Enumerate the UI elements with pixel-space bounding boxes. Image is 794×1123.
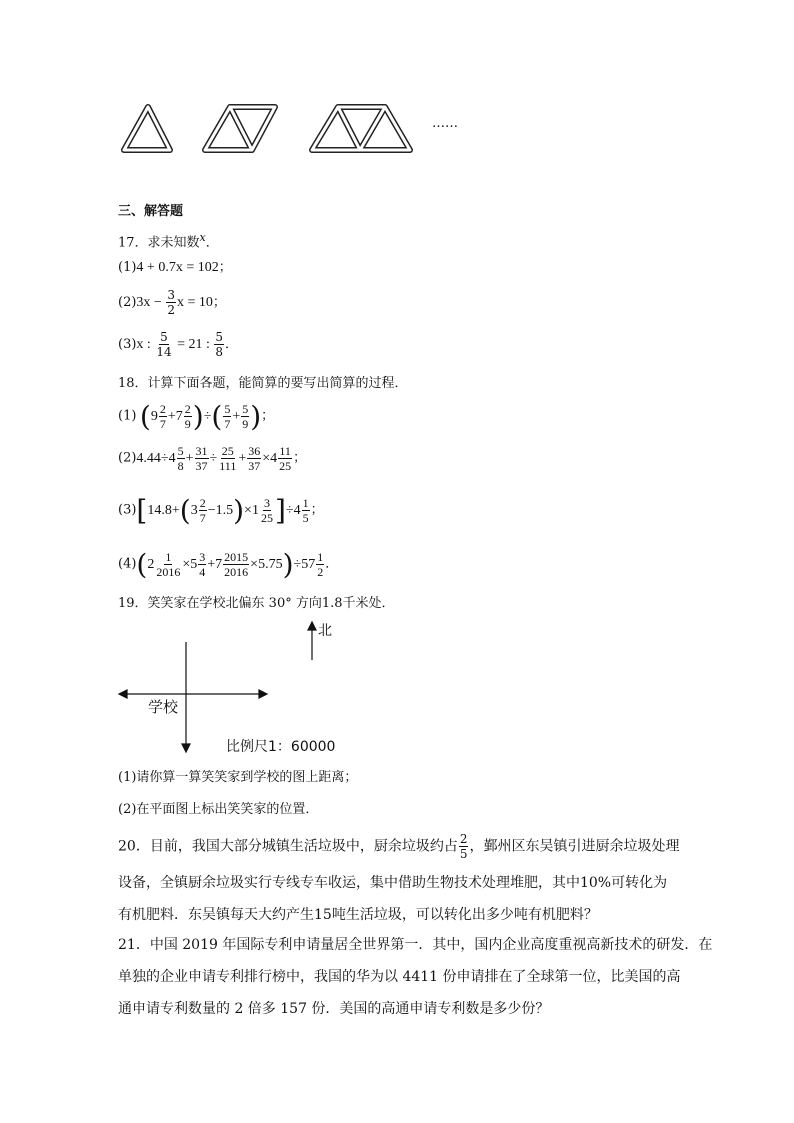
- q18-part3: (3)[14.8+(3 $\frac{2}{7}$ −1.5)×1 $\frac{3}{25}$ ]÷4 $\frac{1}{5}$ ；: [118, 493, 324, 527]
- q17-title: 17．求未知数$^x$．: [118, 231, 219, 251]
- q18-part2: (2)4.44÷4 $\frac{5}{8}$ + $\frac{31}{37}$ ÷ $\frac{25}{111}$ + $\frac{36}{37}$ ×4 $\frac{11}{25}$ ；: [118, 444, 307, 473]
- q17-part3: (3)x : $\frac{5}{14}$ = 21 : $\frac{5}{8}$ ．: [118, 330, 239, 359]
- triangle-1: [124, 107, 170, 150]
- q17-part2: (2)3x − $\frac{3}{2}$ x = 10；: [118, 288, 226, 317]
- q20-line1: 20．目前，我国大部分城镇生活垃圾中，厨余垃圾约占 $\frac{2}{5}$ ，鄞州区东吴镇引进厨余垃圾处理: [118, 832, 680, 861]
- q21-line1: 21．中国 2019 年国际专利申请量居全世界第一．其中，国内企业高度重视高新技术的研发．在: [118, 937, 713, 953]
- section-title: 三、解答题: [118, 204, 184, 219]
- q18-part4: (4)(2 $\frac{1}{2016}$ ×5 $\frac{3}{4}$ +7 $\frac{2015}{2016}$ ×5.75)÷57 $\frac{1}{2}$ ．: [118, 547, 339, 581]
- q18-title: 18．计算下面各题，能简算的要写出简算的过程．: [118, 376, 408, 391]
- school-label: 学校: [148, 698, 179, 716]
- q21-line3: 通申请专利数量的 2 倍多 157 份．美国的高通申请专利数是多少份？: [118, 1001, 550, 1017]
- q20-line3: 有机肥料．东吴镇每天大约产生15吨生活垃圾，可以转化出多少吨有机肥料？: [118, 907, 598, 923]
- q21-line2: 单独的企业申请专利排行榜中，我国的华为以 4411 份申请排在了全球第一位，比美国的高: [118, 969, 681, 985]
- matchstick-triangles-figure: [110, 95, 440, 165]
- q20-line2: 设备，全镇厨余垃圾实行专线专车收运，集中借助生物技术处理堆肥，其中10%可转化为: [118, 875, 668, 891]
- north-label: 北: [318, 623, 332, 639]
- q19-part2: (2)在平面图上标出笑笑家的位置．: [118, 802, 319, 817]
- q19-part1: (1)请你算一算笑笑家到学校的图上距离；: [118, 770, 358, 785]
- ellipsis: ……: [432, 116, 458, 131]
- scale-label: 比例尺1：60000: [226, 739, 336, 755]
- q18-part1: (1) (9 $\frac{2}{7}$ +7 $\frac{2}{9}$ )÷( $\frac{5}{7}$ + $\frac{5}{9}$ )；: [118, 399, 275, 433]
- q17-part1: (1)4 + 0.7x = 102；: [118, 260, 232, 275]
- q19-title: 19．笑笑家在学校北偏东 30° 方向1.8千米处．: [118, 596, 395, 611]
